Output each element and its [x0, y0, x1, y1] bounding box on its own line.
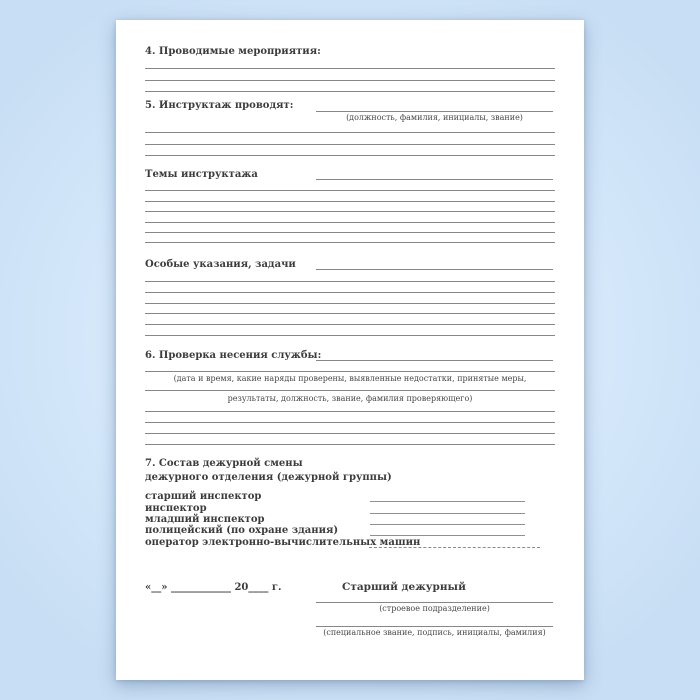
fill-line — [316, 111, 553, 112]
fill-line — [145, 155, 555, 156]
fill-line — [145, 303, 555, 304]
fill-line — [145, 444, 555, 445]
section6-label: 6. Проверка несения службы: — [145, 350, 322, 361]
fill-line — [316, 269, 553, 270]
fill-line — [145, 411, 555, 412]
fill-line — [145, 222, 555, 223]
role-label-inspector: инспектор — [145, 503, 207, 514]
form-document — [116, 20, 584, 680]
section6-caption-2: результаты, должность, звание, фамилия проверяющего) — [227, 394, 473, 403]
senior-duty-officer-label: Старший дежурный — [342, 581, 466, 593]
section7-title — [145, 457, 392, 485]
role-label-policeman: полицейский (по охране здания) — [145, 525, 339, 536]
fill-line — [370, 524, 525, 525]
fill-line — [145, 433, 555, 434]
fill-line — [145, 232, 555, 233]
role-label-computer-operator: оператор электронно-вычислительных машин — [145, 537, 421, 548]
signature-line — [316, 626, 553, 627]
fill-line — [145, 91, 555, 92]
fill-line — [369, 547, 540, 548]
date-line: «__» ____________ 20____ г. — [145, 582, 282, 593]
fill-line — [316, 179, 553, 180]
fill-line — [145, 313, 555, 314]
role-label-junior-inspector: младший инспектор — [145, 514, 265, 525]
section7-title-line2: дежурного отделения (дежурной группы) — [145, 472, 392, 483]
fill-line — [316, 360, 553, 361]
fill-line — [145, 132, 555, 133]
fill-line — [370, 501, 525, 502]
section7-title-line1: 7. Состав дежурной смены — [145, 458, 303, 469]
fill-line — [145, 211, 555, 212]
topics-label: Темы инструктажа — [145, 169, 258, 180]
fill-line — [145, 190, 555, 191]
fill-line — [145, 324, 555, 325]
section4-label: 4. Проводимые мероприятия: — [145, 46, 321, 57]
section6-caption-1: (дата и время, какие наряды проверены, выявленные недостатки, принятые меры, — [173, 374, 527, 383]
fill-line — [370, 535, 525, 536]
rank-signature-caption: (специальное звание, подпись, инициалы, фамилия) — [323, 628, 546, 637]
fill-line — [145, 371, 555, 372]
section5-caption: (должность, фамилия, инициалы, звание) — [346, 113, 523, 122]
fill-line — [145, 292, 555, 293]
fill-line — [145, 422, 555, 423]
fill-line — [370, 513, 525, 514]
fill-line — [145, 144, 555, 145]
fill-line — [145, 242, 555, 243]
section5-label: 5. Инструктаж проводят: — [145, 100, 294, 111]
fill-line — [145, 80, 555, 81]
role-label-senior-inspector: старший инспектор — [145, 491, 262, 502]
fill-line — [145, 335, 555, 336]
fill-line — [145, 390, 555, 391]
fill-line — [145, 68, 555, 69]
fill-line — [145, 281, 555, 282]
special-instructions-label: Особые указания, задачи — [145, 259, 296, 270]
fill-line — [145, 201, 555, 202]
unit-caption: (строевое подразделение) — [379, 604, 490, 613]
signature-line — [316, 602, 553, 603]
